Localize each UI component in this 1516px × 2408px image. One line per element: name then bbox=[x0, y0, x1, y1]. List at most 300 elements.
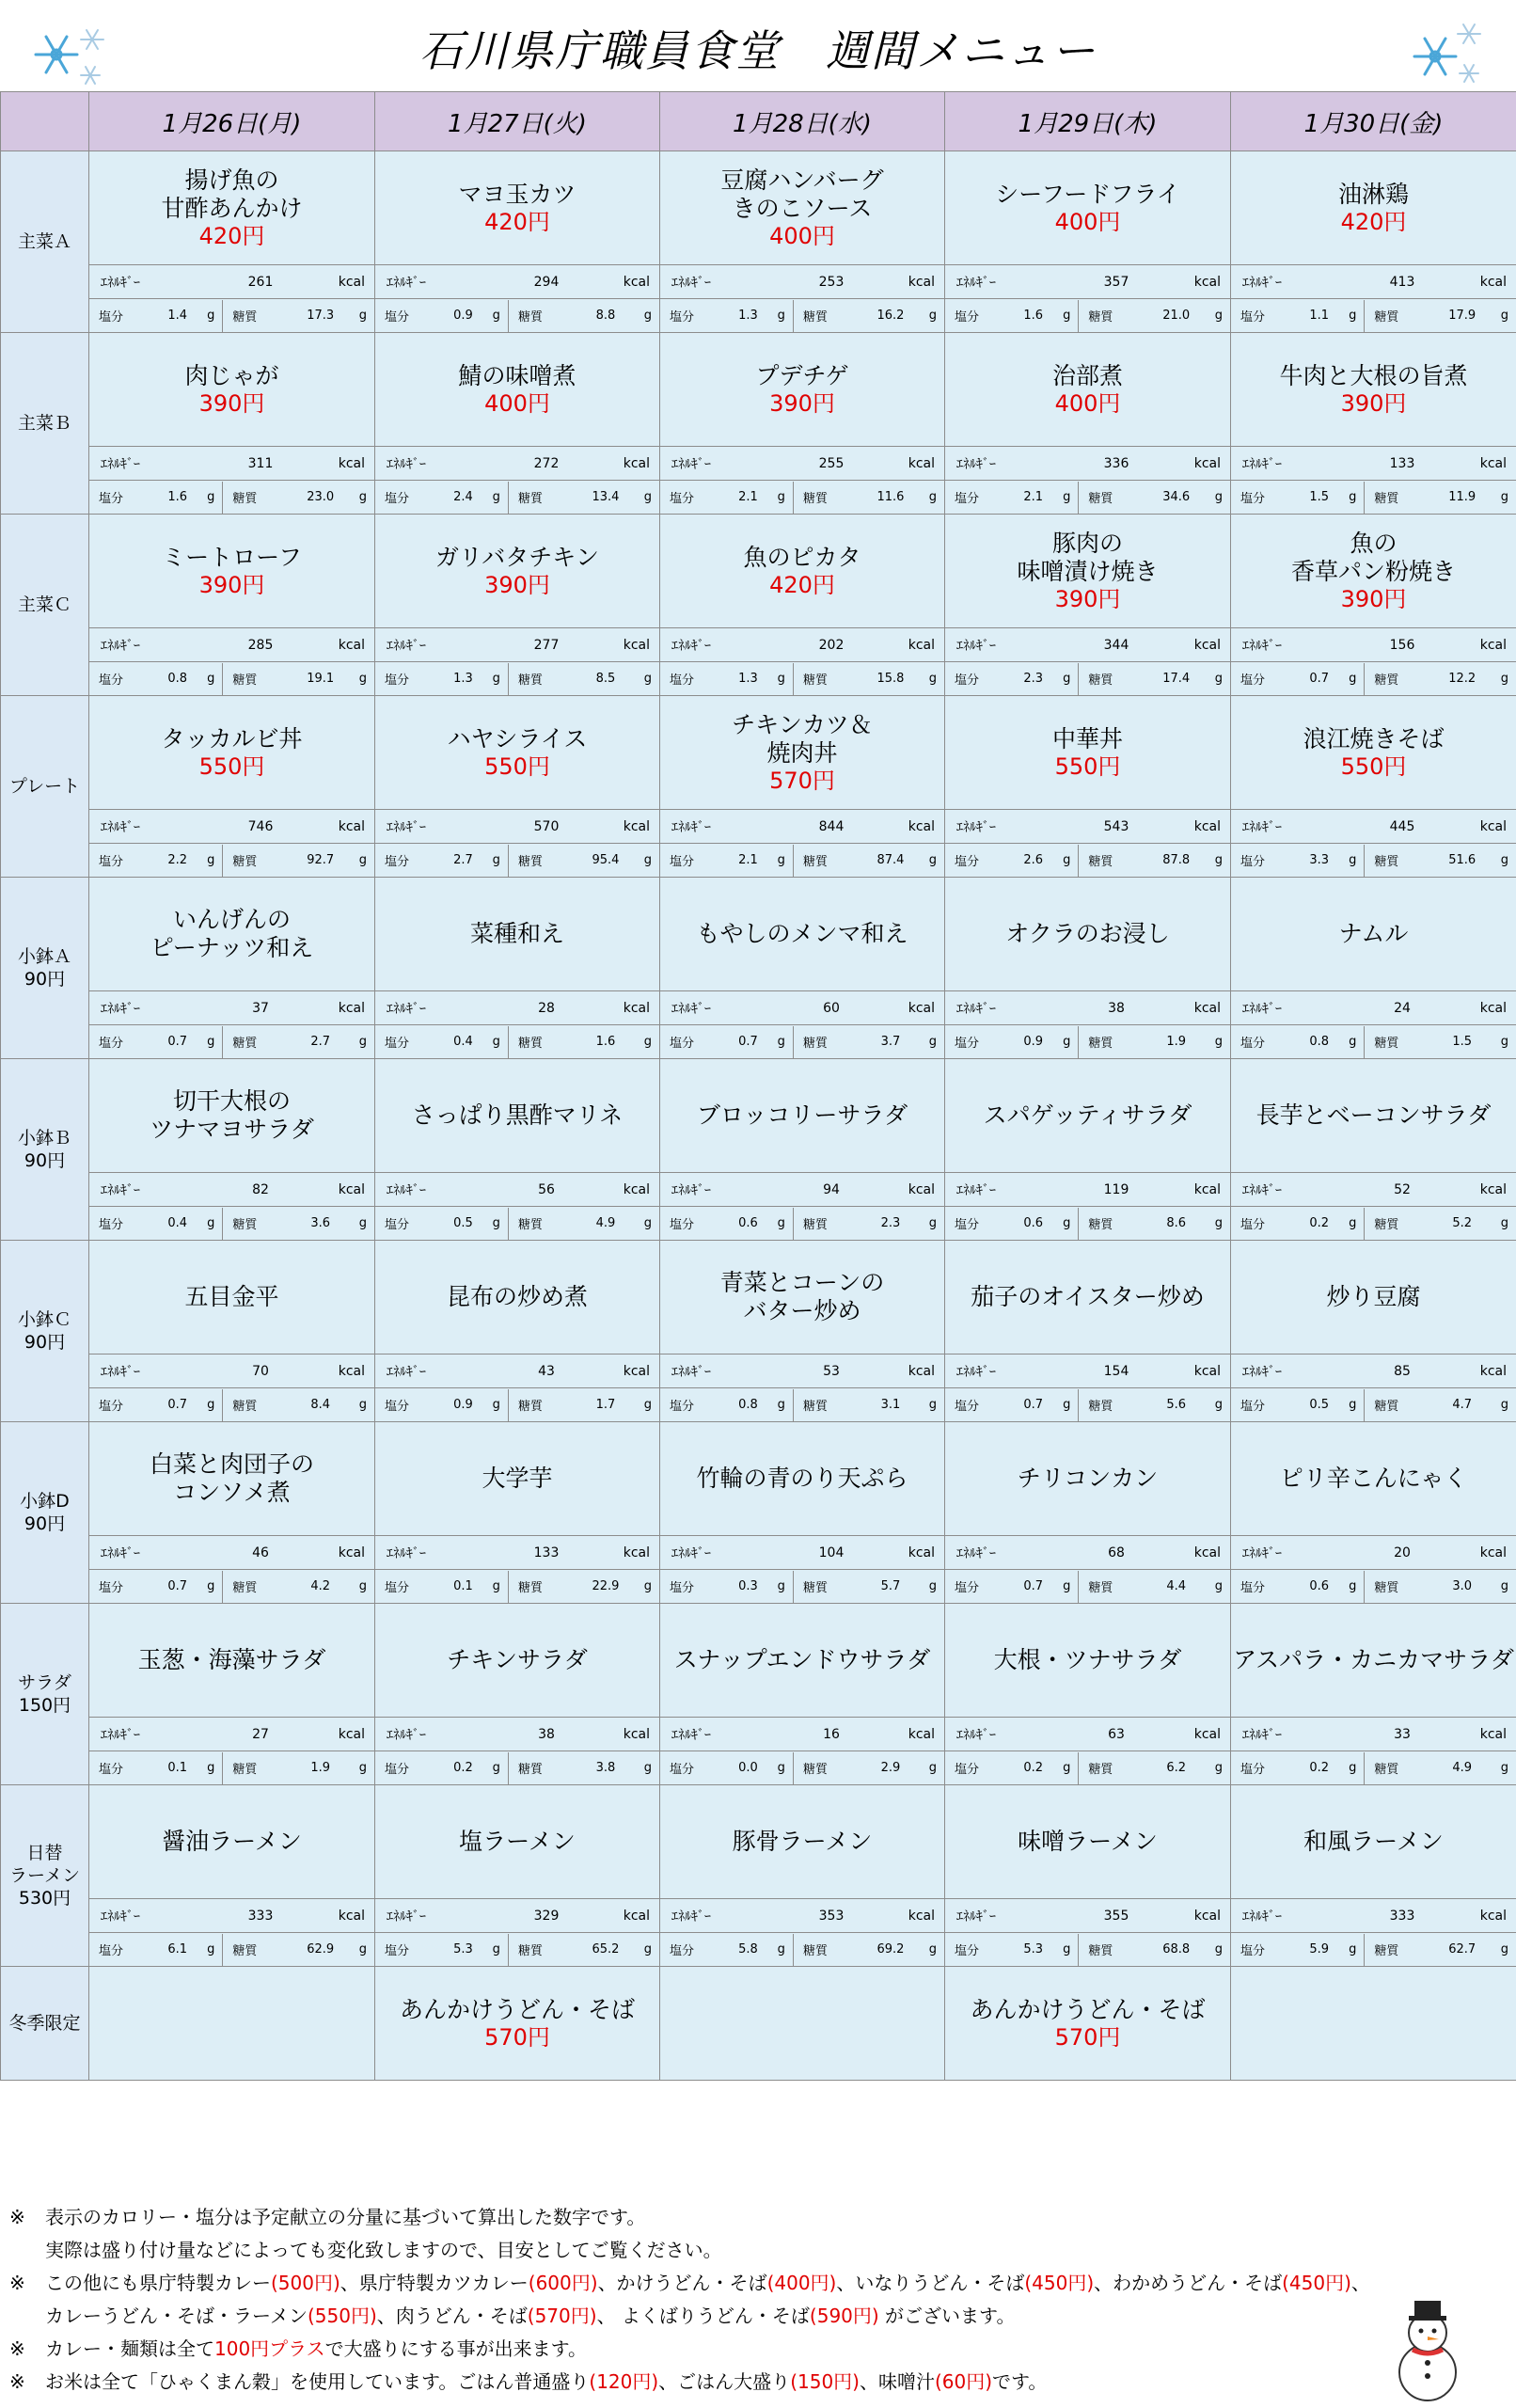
energy-line bbox=[89, 1719, 374, 1751]
note-text bbox=[45, 2272, 1370, 2294]
sugar-unit: g bbox=[643, 1035, 652, 1049]
sugar-value: 92.7 bbox=[307, 853, 335, 867]
sugar-part bbox=[223, 1208, 374, 1240]
sugar-unit: g bbox=[1500, 1216, 1508, 1230]
salt-unit: g bbox=[207, 1398, 215, 1412]
sugar-value: 1.6 bbox=[595, 1035, 616, 1049]
sugar-part bbox=[1365, 1208, 1516, 1240]
salt-sugar-cell bbox=[375, 1751, 660, 1785]
sugar-label: 糖質 bbox=[517, 855, 543, 869]
sugar-part bbox=[1079, 1571, 1230, 1603]
salt-label: 塩分 bbox=[670, 1581, 695, 1595]
salt-sugar-cell bbox=[89, 662, 375, 696]
energy-cell bbox=[375, 1354, 660, 1388]
energy-label: ｴﾈﾙｷﾞｰ bbox=[671, 1909, 711, 1925]
salt-label: 塩分 bbox=[99, 673, 124, 688]
row-label-text: 主菜Ｂ bbox=[17, 413, 71, 434]
sugar-part bbox=[1365, 1026, 1516, 1058]
energy-value: 46 bbox=[252, 1545, 269, 1560]
sugar-part bbox=[1365, 1934, 1516, 1966]
kcal-unit: kcal bbox=[1193, 274, 1221, 290]
salt-sugar-cell bbox=[660, 844, 945, 878]
salt-label: 塩分 bbox=[385, 1218, 410, 1232]
salt-label: 塩分 bbox=[385, 310, 410, 325]
salt-part bbox=[1231, 1571, 1365, 1603]
dish-name: あんかけうどん・そば bbox=[970, 1995, 1206, 2023]
salt-value: 0.2 bbox=[1309, 1216, 1330, 1230]
row-label-text: 日替 ラーメン 530円 bbox=[8, 1843, 81, 1909]
salt-sugar-line bbox=[945, 845, 1230, 877]
salt-label: 塩分 bbox=[99, 1581, 124, 1595]
salt-sugar-line bbox=[1231, 1208, 1516, 1240]
salt-sugar-cell bbox=[945, 1025, 1231, 1059]
kcal-unit: kcal bbox=[623, 1000, 650, 1016]
energy-value: 844 bbox=[818, 818, 845, 834]
energy-value: 294 bbox=[533, 274, 560, 290]
dish-name: タッカルビ丼 bbox=[161, 724, 303, 752]
sugar-value: 22.9 bbox=[592, 1579, 620, 1593]
salt-part bbox=[1231, 1389, 1365, 1421]
salt-unit: g bbox=[1063, 1942, 1071, 1956]
salt-label: 塩分 bbox=[99, 1400, 124, 1414]
energy-label: ｴﾈﾙｷﾞｰ bbox=[1242, 275, 1282, 291]
energy-line bbox=[1231, 992, 1516, 1024]
energy-value: 133 bbox=[533, 1545, 560, 1560]
sugar-label: 糖質 bbox=[802, 1037, 828, 1051]
salt-part bbox=[945, 1934, 1079, 1966]
dish-name: アスパラ・カニカマサラダ bbox=[1233, 1646, 1514, 1673]
kcal-unit: kcal bbox=[908, 1363, 935, 1379]
sugar-label: 糖質 bbox=[1088, 855, 1113, 869]
energy-row bbox=[1, 1718, 1516, 1751]
note-text-part: です。 bbox=[992, 2370, 1048, 2393]
energy-cell bbox=[89, 447, 375, 481]
menu-item bbox=[945, 1785, 1231, 1899]
salt-label: 塩分 bbox=[1240, 673, 1266, 688]
salt-unit: g bbox=[207, 1761, 215, 1775]
salt-sugar-cell bbox=[945, 1751, 1231, 1785]
energy-label: ｴﾈﾙｷﾞｰ bbox=[1242, 1001, 1282, 1017]
sugar-value: 1.7 bbox=[595, 1398, 616, 1412]
salt-unit: g bbox=[777, 1579, 785, 1593]
salt-unit: g bbox=[1063, 1035, 1071, 1049]
menu-item bbox=[1231, 333, 1516, 447]
note-line bbox=[0, 2267, 1516, 2300]
energy-value: 344 bbox=[1103, 637, 1129, 653]
sugar-unit: g bbox=[928, 1579, 937, 1593]
salt-value: 1.1 bbox=[1309, 309, 1330, 323]
salt-label: 塩分 bbox=[670, 673, 695, 688]
salt-label: 塩分 bbox=[955, 1581, 980, 1595]
sugar-unit: g bbox=[1214, 1942, 1223, 1956]
energy-line bbox=[945, 448, 1230, 480]
salt-value: 2.1 bbox=[738, 490, 758, 504]
energy-value: 38 bbox=[1108, 1000, 1125, 1016]
kcal-unit: kcal bbox=[908, 637, 935, 653]
sugar-label: 糖質 bbox=[1374, 310, 1399, 325]
dish-name: 炒り豆腐 bbox=[1326, 1283, 1421, 1310]
sugar-unit: g bbox=[928, 1761, 937, 1775]
salt-label: 塩分 bbox=[1240, 1763, 1266, 1777]
menu-item bbox=[945, 1059, 1231, 1173]
salt-sugar-cell bbox=[1231, 1933, 1516, 1967]
dish-name: ガリバタチキン bbox=[434, 543, 599, 571]
sugar-label: 糖質 bbox=[517, 1763, 543, 1777]
energy-line bbox=[1231, 1537, 1516, 1569]
salt-sugar-cell bbox=[375, 299, 660, 333]
energy-label: ｴﾈﾙｷﾞｰ bbox=[671, 1364, 711, 1380]
dish-price: 390円 bbox=[1340, 585, 1407, 612]
sugar-unit: g bbox=[1500, 1761, 1508, 1775]
salt-value: 6.1 bbox=[167, 1942, 188, 1956]
kcal-unit: kcal bbox=[338, 1363, 365, 1379]
salt-part bbox=[945, 663, 1079, 695]
salt-label: 塩分 bbox=[670, 1944, 695, 1958]
energy-value: 255 bbox=[818, 455, 845, 471]
salt-sugar-row bbox=[1, 481, 1516, 515]
salt-sugar-cell bbox=[660, 1025, 945, 1059]
sugar-label: 糖質 bbox=[232, 1037, 258, 1051]
note-mark: ※ bbox=[9, 2337, 25, 2360]
energy-line bbox=[945, 1355, 1230, 1387]
energy-cell bbox=[945, 1899, 1231, 1933]
dish-name: プデチゲ bbox=[755, 361, 849, 389]
salt-sugar-line bbox=[1231, 845, 1516, 877]
salt-part bbox=[945, 482, 1079, 514]
energy-value: 56 bbox=[538, 1181, 555, 1197]
kcal-unit: kcal bbox=[1193, 455, 1221, 471]
salt-unit: g bbox=[1063, 490, 1071, 504]
note-text-part: で大盛りにする事が出来ます。 bbox=[324, 2337, 587, 2360]
salt-label: 塩分 bbox=[1240, 855, 1266, 869]
energy-cell bbox=[945, 1718, 1231, 1751]
kcal-unit: kcal bbox=[1193, 637, 1221, 653]
note-text-part: 、いなりうどん・そば bbox=[836, 2272, 1025, 2294]
sugar-label: 糖質 bbox=[1088, 1037, 1113, 1051]
salt-sugar-cell bbox=[375, 844, 660, 878]
sugar-part bbox=[794, 1026, 944, 1058]
energy-cell bbox=[1231, 1354, 1516, 1388]
salt-label: 塩分 bbox=[385, 492, 410, 506]
kcal-unit: kcal bbox=[338, 637, 365, 653]
sugar-label: 糖質 bbox=[1088, 492, 1113, 506]
dish-name: 茄子のオイスター炒め bbox=[971, 1283, 1205, 1310]
salt-sugar-line bbox=[660, 1389, 944, 1421]
salt-part bbox=[945, 1752, 1079, 1784]
sugar-value: 5.7 bbox=[880, 1579, 901, 1593]
salt-label: 塩分 bbox=[99, 1763, 124, 1777]
sugar-label: 糖質 bbox=[1088, 1400, 1113, 1414]
salt-label: 塩分 bbox=[1240, 1218, 1266, 1232]
energy-value: 85 bbox=[1394, 1363, 1411, 1379]
note-text-part: 、かけうどん・そば bbox=[597, 2272, 767, 2294]
sugar-value: 1.5 bbox=[1452, 1035, 1473, 1049]
salt-sugar-line bbox=[1231, 482, 1516, 514]
energy-value: 119 bbox=[1103, 1181, 1129, 1197]
menu-item bbox=[89, 1967, 375, 2081]
energy-cell bbox=[945, 810, 1231, 844]
energy-label: ｴﾈﾙｷﾞｰ bbox=[956, 1545, 996, 1561]
energy-value: 82 bbox=[252, 1181, 269, 1197]
energy-cell bbox=[1231, 447, 1516, 481]
dish-name: チリコンカン bbox=[1017, 1465, 1159, 1492]
energy-label: ｴﾈﾙｷﾞｰ bbox=[1242, 456, 1282, 472]
sugar-value: 87.8 bbox=[1162, 853, 1191, 867]
note-price: (570円) bbox=[527, 2305, 597, 2327]
energy-row bbox=[1, 628, 1516, 662]
dish-name: 味噌ラーメン bbox=[1018, 1828, 1158, 1855]
menu-item bbox=[1231, 1241, 1516, 1354]
salt-part bbox=[89, 300, 223, 332]
salt-part bbox=[660, 1026, 794, 1058]
kcal-unit: kcal bbox=[623, 1181, 650, 1197]
energy-value: 28 bbox=[538, 1000, 555, 1016]
energy-label: ｴﾈﾙｷﾞｰ bbox=[671, 819, 711, 835]
sugar-value: 65.2 bbox=[592, 1942, 620, 1956]
sugar-label: 糖質 bbox=[517, 492, 543, 506]
sugar-label: 糖質 bbox=[232, 1763, 258, 1777]
salt-value: 1.5 bbox=[1309, 490, 1330, 504]
energy-label: ｴﾈﾙｷﾞｰ bbox=[956, 456, 996, 472]
salt-sugar-row bbox=[1, 1388, 1516, 1422]
energy-value: 570 bbox=[533, 818, 560, 834]
energy-label: ｴﾈﾙｷﾞｰ bbox=[387, 1545, 426, 1561]
sugar-label: 糖質 bbox=[517, 1400, 543, 1414]
salt-unit: g bbox=[1349, 490, 1357, 504]
salt-sugar-line bbox=[1231, 1026, 1516, 1058]
row-label bbox=[1, 696, 89, 878]
energy-label: ｴﾈﾙｷﾞｰ bbox=[387, 1001, 426, 1017]
salt-unit: g bbox=[777, 490, 785, 504]
sugar-unit: g bbox=[358, 1579, 367, 1593]
sugar-value: 6.2 bbox=[1166, 1761, 1187, 1775]
salt-label: 塩分 bbox=[955, 492, 980, 506]
menu-item bbox=[89, 1422, 375, 1536]
salt-part bbox=[375, 663, 509, 695]
salt-value: 0.7 bbox=[1023, 1398, 1044, 1412]
sugar-value: 3.6 bbox=[310, 1216, 331, 1230]
energy-line bbox=[89, 629, 374, 661]
salt-sugar-line bbox=[945, 1208, 1230, 1240]
energy-value: 33 bbox=[1394, 1726, 1411, 1742]
salt-value: 0.8 bbox=[738, 1398, 758, 1412]
salt-unit: g bbox=[1063, 1761, 1071, 1775]
menu-item bbox=[89, 878, 375, 991]
sugar-unit: g bbox=[358, 1942, 367, 1956]
energy-cell bbox=[89, 1354, 375, 1388]
salt-value: 2.1 bbox=[1023, 490, 1044, 504]
sugar-part bbox=[794, 482, 944, 514]
energy-row bbox=[1, 810, 1516, 844]
energy-cell bbox=[660, 447, 945, 481]
sugar-part bbox=[509, 1934, 659, 1966]
energy-label: ｴﾈﾙｷﾞｰ bbox=[956, 1364, 996, 1380]
salt-sugar-line bbox=[375, 1208, 659, 1240]
energy-cell bbox=[89, 1899, 375, 1933]
menu-item bbox=[375, 333, 660, 447]
sugar-label: 糖質 bbox=[1374, 1581, 1399, 1595]
salt-label: 塩分 bbox=[955, 1763, 980, 1777]
energy-label: ｴﾈﾙｷﾞｰ bbox=[671, 1182, 711, 1198]
salt-sugar-cell bbox=[89, 1025, 375, 1059]
salt-part bbox=[89, 1026, 223, 1058]
note-line bbox=[0, 2300, 1516, 2333]
salt-sugar-line bbox=[945, 1389, 1230, 1421]
menu-row bbox=[1, 1785, 1516, 1899]
kcal-unit: kcal bbox=[1193, 1726, 1221, 1742]
sugar-label: 糖質 bbox=[1374, 855, 1399, 869]
note-text-part: カレーうどん・そば・ラーメン bbox=[45, 2305, 308, 2327]
salt-part bbox=[945, 845, 1079, 877]
energy-line bbox=[375, 811, 659, 843]
energy-value: 445 bbox=[1389, 818, 1415, 834]
note-text: 実際は盛り付け量などによっても変化致しますので、目安としてご覧ください。 bbox=[45, 2239, 722, 2261]
sugar-value: 62.7 bbox=[1448, 1942, 1477, 1956]
sugar-label: 糖質 bbox=[232, 1944, 258, 1958]
energy-line bbox=[945, 1900, 1230, 1932]
salt-label: 塩分 bbox=[1240, 1037, 1266, 1051]
energy-line bbox=[375, 266, 659, 298]
salt-part bbox=[375, 845, 509, 877]
salt-unit: g bbox=[492, 1398, 500, 1412]
salt-sugar-line bbox=[1231, 1934, 1516, 1966]
salt-sugar-cell bbox=[89, 844, 375, 878]
energy-cell bbox=[660, 1718, 945, 1751]
dish-name: シーフードフライ bbox=[995, 180, 1180, 208]
salt-value: 5.3 bbox=[1023, 1942, 1044, 1956]
menu-item bbox=[89, 1785, 375, 1899]
sugar-part bbox=[509, 663, 659, 695]
energy-row bbox=[1, 1354, 1516, 1388]
salt-label: 塩分 bbox=[385, 855, 410, 869]
salt-label: 塩分 bbox=[955, 673, 980, 688]
salt-unit: g bbox=[1349, 1035, 1357, 1049]
menu-item bbox=[945, 1241, 1231, 1354]
note-text-part: 、ごはん大盛り bbox=[658, 2370, 791, 2393]
energy-cell bbox=[89, 1173, 375, 1207]
dish-name: 治部煮 bbox=[1051, 361, 1123, 389]
dish-price: 420円 bbox=[769, 571, 835, 598]
salt-label: 塩分 bbox=[670, 855, 695, 869]
sugar-value: 17.4 bbox=[1162, 672, 1191, 686]
energy-value: 746 bbox=[247, 818, 274, 834]
salt-sugar-line bbox=[945, 1571, 1230, 1603]
sugar-part bbox=[1365, 845, 1516, 877]
salt-unit: g bbox=[777, 853, 785, 867]
sugar-unit: g bbox=[358, 490, 367, 504]
sugar-value: 1.9 bbox=[1166, 1035, 1187, 1049]
salt-unit: g bbox=[1063, 853, 1071, 867]
salt-value: 1.6 bbox=[167, 490, 188, 504]
sugar-unit: g bbox=[358, 672, 367, 686]
energy-cell bbox=[375, 447, 660, 481]
energy-line bbox=[660, 1174, 944, 1206]
row-label-text: プレート bbox=[8, 776, 81, 797]
dish-name: オクラのお浸し bbox=[1005, 920, 1170, 947]
sugar-unit: g bbox=[1214, 1216, 1223, 1230]
energy-cell bbox=[945, 1354, 1231, 1388]
energy-cell bbox=[945, 1173, 1231, 1207]
salt-value: 0.2 bbox=[453, 1761, 473, 1775]
sugar-part bbox=[509, 1389, 659, 1421]
note-price: (590円) bbox=[809, 2305, 879, 2327]
sugar-part bbox=[1079, 663, 1230, 695]
row-label bbox=[1, 1604, 89, 1785]
kcal-unit: kcal bbox=[908, 274, 935, 290]
salt-label: 塩分 bbox=[99, 1037, 124, 1051]
sugar-unit: g bbox=[643, 853, 652, 867]
dish-price: 400円 bbox=[1054, 208, 1121, 235]
salt-part bbox=[375, 1934, 509, 1966]
sugar-unit: g bbox=[928, 672, 937, 686]
kcal-unit: kcal bbox=[1479, 1908, 1507, 1924]
salt-sugar-line bbox=[375, 1389, 659, 1421]
energy-label: ｴﾈﾙｷﾞｰ bbox=[671, 1727, 711, 1743]
energy-line bbox=[1231, 1174, 1516, 1206]
note-text-part: がございます。 bbox=[878, 2305, 1016, 2327]
dish-name: ハヤシライス bbox=[447, 724, 588, 752]
salt-label: 塩分 bbox=[1240, 492, 1266, 506]
sugar-unit: g bbox=[1500, 309, 1508, 323]
energy-value: 285 bbox=[247, 637, 274, 653]
energy-label: ｴﾈﾙｷﾞｰ bbox=[101, 819, 140, 835]
kcal-unit: kcal bbox=[623, 637, 650, 653]
sugar-part bbox=[509, 845, 659, 877]
dish-name: 大根・ツナサラダ bbox=[993, 1646, 1182, 1673]
dish-name: いんげんの ピーナッツ和え bbox=[150, 906, 314, 961]
energy-line bbox=[89, 1900, 374, 1932]
salt-unit: g bbox=[207, 853, 215, 867]
sugar-part bbox=[1079, 1208, 1230, 1240]
sugar-unit: g bbox=[643, 1579, 652, 1593]
dish-price: 570円 bbox=[484, 2023, 550, 2051]
menu-item bbox=[945, 878, 1231, 991]
kcal-unit: kcal bbox=[908, 1000, 935, 1016]
energy-label: ｴﾈﾙｷﾞｰ bbox=[1242, 638, 1282, 654]
salt-part bbox=[660, 663, 794, 695]
salt-unit: g bbox=[207, 672, 215, 686]
salt-label: 塩分 bbox=[385, 1944, 410, 1958]
energy-line bbox=[1231, 1719, 1516, 1751]
note-text: 表示のカロリー・塩分は予定献立の分量に基づいて算出した数字です。 bbox=[45, 2206, 646, 2228]
salt-part bbox=[375, 1389, 509, 1421]
salt-sugar-cell bbox=[375, 1933, 660, 1967]
salt-sugar-cell bbox=[660, 1388, 945, 1422]
sugar-part bbox=[223, 845, 374, 877]
sugar-value: 21.0 bbox=[1162, 309, 1191, 323]
salt-part bbox=[1231, 1208, 1365, 1240]
salt-unit: g bbox=[492, 1579, 500, 1593]
energy-value: 52 bbox=[1394, 1181, 1411, 1197]
energy-line bbox=[945, 811, 1230, 843]
kcal-unit: kcal bbox=[908, 1545, 935, 1560]
sugar-label: 糖質 bbox=[1088, 1581, 1113, 1595]
dish-name: 昆布の炒め煮 bbox=[446, 1283, 588, 1310]
energy-value: 253 bbox=[818, 274, 845, 290]
salt-unit: g bbox=[207, 1579, 215, 1593]
salt-value: 0.0 bbox=[738, 1761, 758, 1775]
energy-label: ｴﾈﾙｷﾞｰ bbox=[387, 1727, 426, 1743]
energy-cell bbox=[375, 991, 660, 1025]
energy-line bbox=[89, 1355, 374, 1387]
sugar-value: 17.3 bbox=[307, 309, 335, 323]
sugar-label: 糖質 bbox=[802, 1400, 828, 1414]
kcal-unit: kcal bbox=[908, 1181, 935, 1197]
kcal-unit: kcal bbox=[623, 455, 650, 471]
kcal-unit: kcal bbox=[908, 1726, 935, 1742]
energy-label: ｴﾈﾙｷﾞｰ bbox=[101, 1545, 140, 1561]
sugar-label: 糖質 bbox=[802, 855, 828, 869]
